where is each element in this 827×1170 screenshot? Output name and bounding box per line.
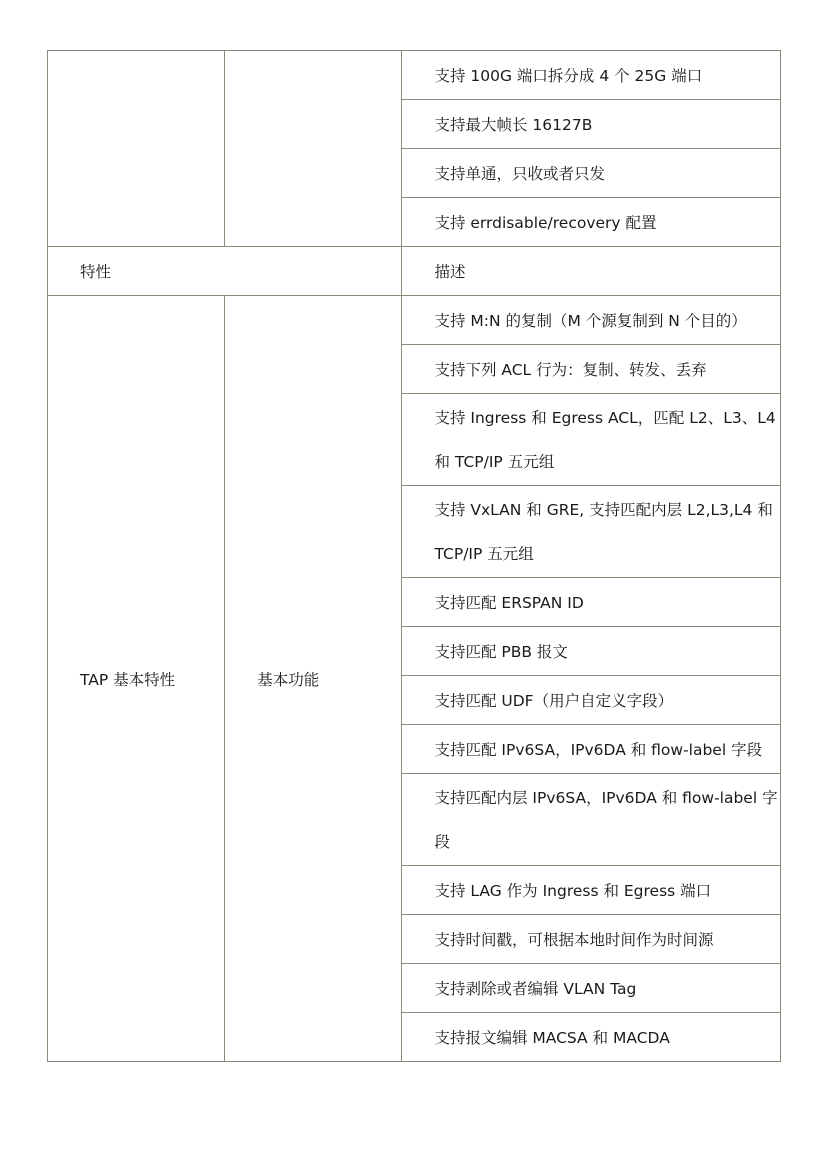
description-cell: 支持剥除或者编辑 VLAN Tag: [402, 964, 781, 1013]
header-feature: 特性: [48, 247, 402, 296]
description-cell: 支持匹配 IPv6SA，IPv6DA 和 flow-label 字段: [402, 725, 781, 774]
description-cell: 支持 Ingress 和 Egress ACL，匹配 L2、L3、L4 和 TCP/IP 五元组: [402, 394, 781, 486]
description-cell: 支持匹配 PBB 报文: [402, 627, 781, 676]
description-cell: 支持 VxLAN 和 GRE, 支持匹配内层 L2,L3,L4 和 TCP/IP 五元组: [402, 486, 781, 578]
function-cell-empty: [225, 51, 402, 247]
table-row: [48, 51, 781, 100]
description-cell: 支持 LAG 作为 Ingress 和 Egress 端口: [402, 866, 781, 915]
description-cell: 支持报文编辑 MACSA 和 MACDA: [402, 1013, 781, 1062]
spec-table: [47, 50, 781, 1062]
description-cell: 支持匹配 UDF（用户自定义字段）: [402, 676, 781, 725]
description-cell: 支持匹配内层 IPv6SA，IPv6DA 和 flow-label 字段: [402, 774, 781, 866]
group-cell-empty: [48, 51, 225, 247]
description-cell: 支持 M:N 的复制（M 个源复制到 N 个目的）: [402, 296, 781, 345]
description-cell: 支持时间戳，可根据本地时间作为时间源: [402, 915, 781, 964]
description-cell: 支持最大帧长 16127B: [402, 100, 781, 149]
header-description: 描述: [402, 247, 781, 296]
category-cell: TAP 基本特性: [48, 296, 225, 1062]
description-cell: 支持匹配 ERSPAN ID: [402, 578, 781, 627]
description-cell: 支持 100G 端口拆分成 4 个 25G 端口: [402, 51, 781, 100]
description-cell: 支持 errdisable/recovery 配置: [402, 198, 781, 247]
description-cell: 支持下列 ACL 行为：复制、转发、丢弃: [402, 345, 781, 394]
function-cell: 基本功能: [225, 296, 402, 1062]
description-cell: 支持单通，只收或者只发: [402, 149, 781, 198]
table-row: [48, 296, 781, 345]
table-header-row: [48, 247, 781, 296]
